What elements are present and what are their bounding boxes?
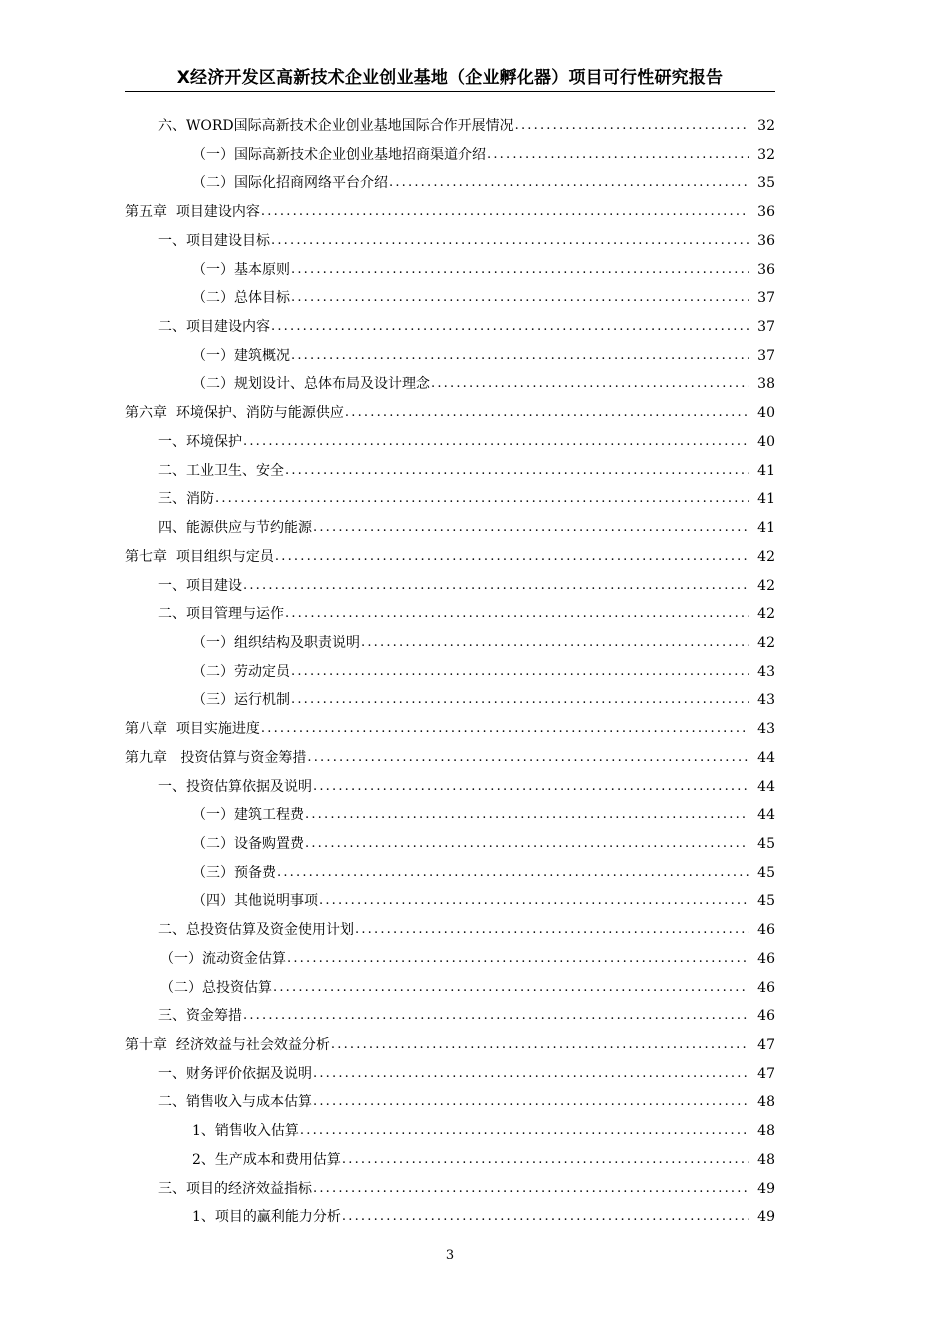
toc-entry-title: 三、消防 [158, 491, 214, 508]
toc-dot-leader [305, 830, 749, 859]
toc-dot-leader [285, 600, 749, 629]
toc-entry[interactable] [0, 658, 950, 687]
toc-entry-line [192, 370, 775, 399]
toc-entry-line [158, 514, 775, 543]
toc-entry-page: 41 [757, 491, 775, 508]
toc-dot-leader [271, 227, 749, 256]
toc-entry-page: 49 [757, 1209, 775, 1226]
toc-dot-leader [291, 658, 749, 687]
toc-entry-page: 49 [757, 1180, 775, 1197]
toc-entry[interactable] [0, 945, 950, 974]
toc-entry-line [158, 428, 775, 457]
toc-entry-title: （二）总体目标 [192, 290, 290, 307]
toc-entry[interactable] [0, 801, 950, 830]
toc-entry-title: 二、工业卫生、安全 [158, 462, 284, 479]
toc-entry-page: 44 [757, 749, 775, 766]
toc-entry-title: 一、投资估算依据及说明 [158, 778, 312, 795]
toc-entry-page: 32 [757, 146, 775, 163]
toc-entry-page: 44 [757, 778, 775, 795]
toc-entry-line [158, 1060, 775, 1089]
toc-entry-page: 40 [757, 405, 775, 422]
toc-entry-line [158, 485, 775, 514]
toc-dot-leader [215, 485, 749, 514]
toc-entry-title: （三）运行机制 [192, 692, 290, 709]
toc-entry[interactable] [0, 112, 950, 141]
toc-entry-line [192, 801, 775, 830]
toc-entry[interactable] [0, 543, 950, 572]
toc-entry[interactable] [0, 1146, 950, 1175]
toc-entry-page: 46 [757, 950, 775, 967]
toc-entry-page: 37 [757, 319, 775, 336]
toc-entry-title: （二）规划设计、总体布局及设计理念 [192, 376, 430, 393]
toc-entry-page: 45 [757, 893, 775, 910]
toc-entry-page: 35 [757, 175, 775, 192]
toc-entry-title: 一、项目建设 [158, 577, 242, 594]
toc-entry[interactable] [0, 457, 950, 486]
toc-entry-line [192, 658, 775, 687]
toc-entry-page: 43 [757, 692, 775, 709]
toc-entry-line [192, 887, 775, 916]
toc-entry-page: 45 [757, 835, 775, 852]
toc-dot-leader [261, 198, 749, 227]
toc-entry-page: 47 [757, 1065, 775, 1082]
toc-entry-line [158, 1175, 775, 1204]
toc-entry-title: （二）劳动定员 [192, 663, 290, 680]
toc-dot-leader [291, 686, 749, 715]
toc-entry-title: 四、能源供应与节约能源 [158, 520, 312, 537]
toc-dot-leader [389, 169, 749, 198]
toc-entry-title: 第九章 投资估算与资金筹措 [125, 749, 307, 766]
toc-entry-page: 48 [757, 1151, 775, 1168]
toc-entry[interactable] [0, 859, 950, 888]
toc-dot-leader [331, 1031, 749, 1060]
toc-dot-leader [243, 572, 749, 601]
toc-entry-line [192, 830, 775, 859]
toc-entry[interactable] [0, 198, 950, 227]
toc-dot-leader [277, 859, 749, 888]
toc-entry-page: 46 [757, 1008, 775, 1025]
toc-entry-page: 40 [757, 433, 775, 450]
toc-entry-page: 38 [757, 376, 775, 393]
toc-entry-page: 36 [757, 204, 775, 221]
toc-entry[interactable] [0, 715, 950, 744]
toc-entry-line [125, 198, 775, 227]
toc-dot-leader [355, 916, 749, 945]
toc-dot-leader [305, 801, 749, 830]
toc-entry[interactable] [0, 773, 950, 802]
toc-dot-leader [487, 141, 749, 170]
toc-dot-leader [313, 1060, 749, 1089]
toc-entry-title: （二）设备购置费 [192, 835, 304, 852]
toc-entry[interactable] [0, 916, 950, 945]
toc-dot-leader [313, 1088, 749, 1117]
toc-entry-line [158, 227, 775, 256]
toc-entry[interactable] [0, 974, 950, 1003]
toc-entry-title: 二、销售收入与成本估算 [158, 1094, 312, 1111]
toc-entry-line [125, 543, 775, 572]
toc-entry[interactable] [0, 1060, 950, 1089]
toc-entry-line [158, 572, 775, 601]
toc-entry-line [158, 773, 775, 802]
toc-entry-line [158, 916, 775, 945]
toc-entry-line [158, 112, 775, 141]
toc-entry-line [125, 1031, 775, 1060]
toc-entry[interactable] [0, 141, 950, 170]
toc-entry-page: 32 [757, 118, 775, 134]
toc-entry[interactable] [0, 1117, 950, 1146]
toc-dot-leader [275, 543, 749, 572]
toc-entry-title: （一）建筑概况 [192, 347, 290, 364]
toc-entry-page: 46 [757, 922, 775, 939]
toc-entry[interactable] [0, 485, 950, 514]
toc-entry-line [192, 141, 775, 170]
toc-entry[interactable] [0, 428, 950, 457]
toc-entry[interactable] [0, 830, 950, 859]
toc-entry-line [158, 1002, 775, 1031]
toc-entry-page: 42 [757, 606, 775, 623]
toc-entry-page: 44 [757, 807, 775, 824]
toc-entry-page: 42 [757, 577, 775, 594]
toc-dot-leader [300, 1117, 749, 1146]
toc-entry-title: 2、生产成本和费用估算 [192, 1151, 341, 1168]
toc-entry-line [192, 1146, 775, 1175]
toc-entry-title: 三、资金筹措 [158, 1008, 242, 1025]
toc-entry[interactable] [0, 256, 950, 285]
toc-entry[interactable] [0, 1088, 950, 1117]
toc-entry-title: 第七章 项目组织与定员 [125, 548, 274, 565]
toc-entry-line [158, 600, 775, 629]
toc-entry-title: （一）组织结构及职责说明 [192, 634, 360, 651]
toc-dot-leader [261, 715, 749, 744]
toc-dot-leader [313, 514, 749, 543]
toc-entry-title: （一）建筑工程费 [192, 807, 304, 824]
header-rule [125, 91, 775, 92]
toc-dot-leader [319, 887, 749, 916]
toc-entry-title: 二、总投资估算及资金使用计划 [158, 922, 354, 939]
toc-entry-line [192, 342, 775, 371]
toc-entry-title: 二、项目建设内容 [158, 319, 270, 336]
toc-entry[interactable] [0, 572, 950, 601]
toc-entry-page: 36 [757, 232, 775, 249]
toc-entry-title: 第八章 项目实施进度 [125, 721, 260, 738]
page-number: 3 [445, 1248, 455, 1263]
toc-entry-line [125, 744, 775, 773]
toc-entry-line [125, 399, 775, 428]
toc-entry-title: （四）其他说明事项 [192, 893, 318, 910]
toc-entry-line [158, 457, 775, 486]
toc-dot-leader [285, 457, 749, 486]
toc-entry-page: 43 [757, 721, 775, 738]
toc-entry-page: 37 [757, 347, 775, 364]
toc-entry-title: 一、项目建设目标 [158, 232, 270, 249]
toc-entry-title: 第六章 环境保护、消防与能源供应 [125, 405, 344, 422]
toc-entry[interactable] [0, 887, 950, 916]
toc-entry-line [192, 169, 775, 198]
toc-dot-leader [431, 370, 749, 399]
toc-entry-line [158, 313, 775, 342]
toc-dot-leader [313, 773, 749, 802]
toc-dot-leader [243, 1002, 749, 1031]
toc-entry[interactable] [0, 169, 950, 198]
toc-entry-page: 45 [757, 864, 775, 881]
toc-dot-leader [291, 342, 749, 371]
toc-entry-line [160, 974, 775, 1003]
toc-entry-page: 42 [757, 548, 775, 565]
toc-entry[interactable] [0, 1031, 950, 1060]
toc-entry-title: 1、项目的赢利能力分析 [192, 1209, 341, 1226]
toc-entry[interactable] [0, 1002, 950, 1031]
toc-entry-line [192, 284, 775, 313]
toc-entry-line [192, 686, 775, 715]
toc-entry-title: （二）总投资估算 [160, 979, 272, 996]
toc-entry-title: 第五章 项目建设内容 [125, 204, 260, 221]
toc-dot-leader [271, 313, 749, 342]
toc-entry-page: 42 [757, 634, 775, 651]
table-of-contents [0, 112, 950, 1232]
toc-entry-title: 二、项目管理与运作 [158, 606, 284, 623]
toc-entry-title: （三）预备费 [192, 864, 276, 881]
toc-entry-line [192, 1203, 775, 1232]
toc-dot-leader [287, 945, 749, 974]
toc-dot-leader [291, 284, 749, 313]
toc-entry-page: 41 [757, 520, 775, 537]
toc-entry[interactable] [0, 1175, 950, 1204]
toc-dot-leader [345, 399, 749, 428]
toc-entry-title: 六、WORD国际高新技术企业创业基地国际合作开展情况 [158, 118, 514, 134]
toc-entry-title: 第十章 经济效益与社会效益分析 [125, 1037, 330, 1053]
toc-entry-page: 48 [757, 1123, 775, 1140]
toc-entry-title: （一）基本原则 [192, 261, 290, 278]
toc-entry[interactable] [0, 313, 950, 342]
toc-entry[interactable] [0, 227, 950, 256]
toc-entry[interactable] [0, 600, 950, 629]
toc-entry[interactable] [0, 629, 950, 658]
toc-dot-leader [515, 112, 749, 141]
toc-entry-line [192, 629, 775, 658]
toc-entry-page: 46 [757, 979, 775, 996]
toc-dot-leader [313, 1175, 749, 1204]
toc-entry-page: 36 [757, 261, 775, 278]
toc-entry-line [125, 715, 775, 744]
toc-entry[interactable] [0, 370, 950, 399]
toc-entry-title: （一）流动资金估算 [160, 950, 286, 967]
page-header-title: X经济开发区高新技术企业创业基地（企业孵化器）项目可行性研究报告 [176, 68, 724, 88]
toc-entry-line [158, 1088, 775, 1117]
toc-entry-title: 一、财务评价依据及说明 [158, 1065, 312, 1082]
toc-entry-page: 43 [757, 663, 775, 680]
toc-dot-leader [361, 629, 749, 658]
toc-entry[interactable] [0, 284, 950, 313]
toc-entry-title: 三、项目的经济效益指标 [158, 1180, 312, 1197]
toc-entry[interactable] [0, 399, 950, 428]
toc-entry-line [192, 1117, 775, 1146]
toc-dot-leader [342, 1146, 749, 1175]
toc-dot-leader [291, 256, 749, 285]
toc-dot-leader [243, 428, 749, 457]
toc-entry[interactable] [0, 1203, 950, 1232]
toc-entry-line [192, 859, 775, 888]
toc-entry-line [192, 256, 775, 285]
toc-dot-leader [307, 744, 749, 773]
toc-dot-leader [342, 1203, 749, 1232]
toc-entry-page: 47 [757, 1037, 775, 1053]
toc-entry-title: 一、环境保护 [158, 433, 242, 450]
toc-entry[interactable] [0, 342, 950, 371]
toc-entry-page: 48 [757, 1094, 775, 1111]
toc-entry-page: 41 [757, 462, 775, 479]
toc-entry-line [160, 945, 775, 974]
toc-dot-leader [273, 974, 749, 1003]
toc-entry[interactable] [0, 744, 950, 773]
toc-entry-title: （二）国际化招商网络平台介绍 [192, 175, 388, 192]
toc-entry-page: 37 [757, 290, 775, 307]
toc-entry-title: （一）国际高新技术企业创业基地招商渠道介绍 [192, 146, 486, 163]
toc-entry-title: 1、销售收入估算 [192, 1123, 299, 1140]
toc-entry[interactable] [0, 514, 950, 543]
toc-entry[interactable] [0, 686, 950, 715]
